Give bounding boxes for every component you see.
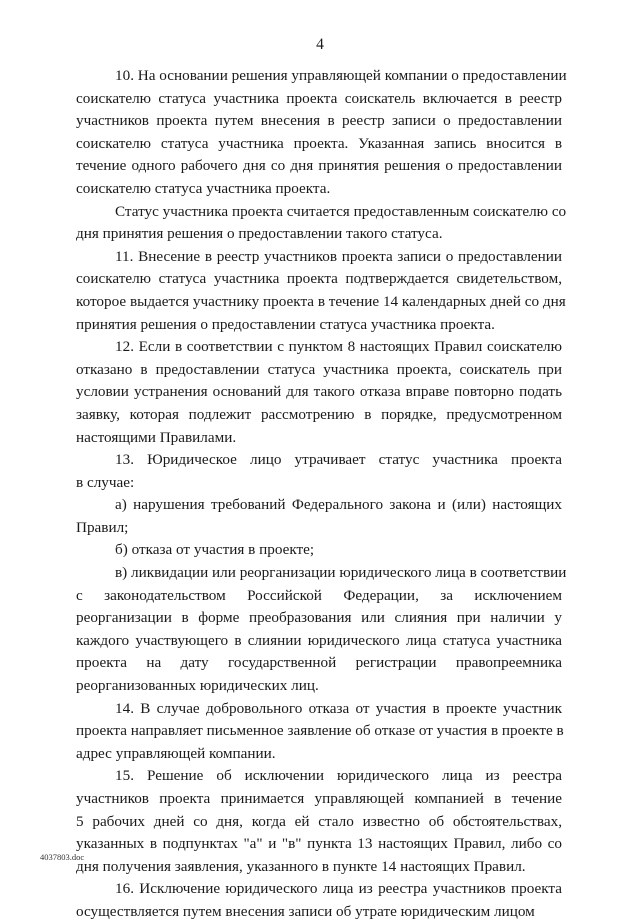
paragraph-line: соискателю статуса участника проекта. Указанная запись вносится в (76, 134, 562, 152)
paragraph-line: Статус участника проекта считается предоставленным соискателю со (115, 202, 567, 220)
paragraph-line: соискателю статуса участника проекта. (76, 179, 331, 197)
paragraph (76, 539, 562, 562)
paragraph-line: принятия решения о предоставлении статуса участника проекта. (76, 315, 495, 333)
paragraph-line: с законодательством Российской Федерации, за исключением (76, 586, 562, 604)
paragraph-line: б) отказа от участия в проекте; (115, 541, 315, 559)
paragraph-line: в) ликвидации или реорганизации юридического лица в соответствии (115, 564, 567, 582)
paragraph (76, 449, 562, 494)
paragraph-line: 16. Исключение юридического лица из реестра участников проекта (115, 880, 562, 898)
document-body (76, 65, 567, 924)
paragraph (76, 201, 567, 246)
paragraph-line: проекта на дату государственной регистрации правопреемника (76, 654, 562, 672)
paragraph (76, 878, 562, 923)
paragraph (76, 246, 566, 336)
footer-filename: 4037803.doc (40, 852, 85, 862)
paragraph (76, 65, 567, 201)
paragraph-line: течение одного рабочего дня со дня принятия решения о предоставлении (76, 157, 562, 175)
paragraph-line: участников проекта путем внесения в реестр записи о предоставлении (76, 112, 562, 130)
paragraph-line: соискателю статуса участника проекта соискатель включается в реестр (76, 89, 562, 107)
paragraph-line: Правил; (76, 518, 129, 536)
paragraph-line: в случае: (76, 473, 135, 491)
paragraph-line: реорганизованных юридических лиц. (76, 677, 319, 695)
paragraph-line: каждого участвующего в слиянии юридического лица статуса участника (76, 631, 562, 649)
paragraph-line: осуществляется путем внесения записи об утрате юридическим лицом (76, 902, 535, 920)
paragraph-line: 12. Если в соответствии с пунктом 8 настоящих Правил соискателю (115, 338, 562, 356)
paragraph-line: 11. Внесение в реестр участников проекта записи о предоставлении (115, 247, 562, 265)
paragraph-line: 13. Юридическое лицо утрачивает статус участника проекта (115, 451, 562, 469)
paragraph (76, 562, 567, 698)
paragraph-line: настоящими Правилами. (76, 428, 237, 446)
paragraph-line: проекта направляет письменное заявление об отказе от участия в проекте в (76, 722, 564, 740)
paragraph-line: дня принятия решения о предоставлении такого статуса. (76, 225, 443, 243)
paragraph-line: а) нарушения требований Федерального закона и (или) настоящих (115, 496, 562, 514)
paragraph (76, 494, 562, 539)
paragraph-line: которое выдается участнику проекта в течение 14 календарных дней со дня (76, 292, 566, 310)
paragraph-line: 14. В случае добровольного отказа от участия в проекте участник (115, 699, 562, 717)
paragraph-line: 10. На основании решения управляющей компании о предоставлении (115, 67, 567, 84)
paragraph-line: 15. Решение об исключении юридического лица из реестра (115, 767, 562, 785)
paragraph-line: реорганизации в форме преобразования или слияния при наличии у (76, 609, 562, 627)
paragraph-line: указанных в подпунктах "а" и "в" пункта 13 настоящих Правил, либо со (76, 835, 562, 853)
paragraph-line: условии устранения оснований для такого отказа вправе повторно подать (76, 383, 562, 401)
page-number: 4 (316, 36, 324, 53)
paragraph-line: 5 рабочих дней со дня, когда ей стало известно об обстоятельствах, (76, 812, 562, 830)
paragraph-line: соискателю статуса участника проекта подтверждается свидетельством, (76, 270, 562, 288)
paragraph-line: заявку, которая подлежит рассмотрению в порядке, предусмотренном (76, 405, 562, 423)
paragraph-line: адрес управляющей компании. (76, 744, 276, 762)
paragraph (76, 698, 562, 766)
paragraph-line: дня получения заявления, указанного в пункте 14 настоящих Правил. (76, 857, 526, 875)
paragraph-line: отказано в предоставлении статуса участника проекта, соискатель при (76, 360, 562, 378)
paragraph (76, 765, 562, 878)
paragraph (76, 336, 562, 449)
paragraph-line: участников проекта принимается управляющей компанией в течение (76, 790, 562, 807)
